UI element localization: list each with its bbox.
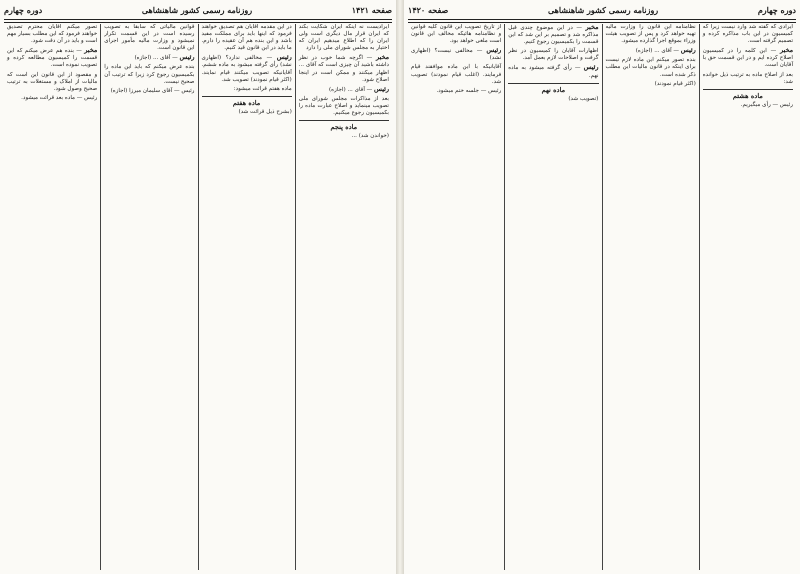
article-heading: ماده نهم: [541, 85, 566, 94]
section-divider: [202, 96, 292, 97]
paragraph: [299, 24, 389, 52]
speaker-label: رئیس: [486, 46, 502, 55]
paragraph-text: — آقای ... (اجازه): [635, 48, 680, 55]
speaker-label: رئیس: [680, 46, 696, 55]
paragraph: [202, 24, 292, 52]
paragraph-text: ماده هفتم قرائت میشود:: [233, 85, 292, 92]
paragraph: [411, 47, 501, 62]
paragraph-text: نظامنامه این قانون را وزارت مالیه تهیه خواهد کرد و پس از تصویب هیئت وزراء بموقع اجرا گذارده میشود.: [605, 24, 696, 45]
paragraph: [411, 24, 501, 45]
right-page-columns: [408, 24, 796, 570]
article-heading: ماده هفتم: [232, 98, 261, 107]
text-column: [700, 24, 796, 570]
paragraph-text: ایرادیست نه اینکه ایران شکایت بکند که ایران قرار مال دیگری است ولی ایران را که اطلاع میدهیم ایران که اختیار به مجلس شورای ملی را دارد: [298, 24, 389, 52]
newspaper-title: روزنامه رسمی کشور شاهنشاهی: [141, 5, 253, 15]
speaker-label: رئیس: [583, 63, 599, 72]
paragraph-text: بعد از اصلاح ماده به ترتیب ذیل خوانده شد:: [702, 71, 793, 85]
paragraph: [7, 47, 97, 69]
paragraph-text: رئیس — جلسه ختم میشود.: [436, 87, 502, 94]
paragraph: [411, 64, 501, 85]
paragraph-text: — بنده هم عرض میکنم که این قسمت را کمیسیون مطالعه کرده و تصویب نموده است.: [7, 48, 98, 69]
page-number: صفحه ۱۴۲۱: [351, 5, 392, 15]
paragraph-text: — آقای ... (اجازه): [328, 86, 373, 93]
paragraph-text: (اکثر قیام نمودند): [654, 80, 696, 87]
paragraph-text: رئیس — ماده بعد قرائت میشود.: [21, 94, 98, 101]
paragraph-text: (بشرح ذیل قرائت شد): [238, 108, 292, 115]
session-label: دوره چهارم: [757, 5, 796, 15]
paragraph-text: ایرادی که گفته شد وارد نیست زیرا که کمیسیون در این باب مذاکره کرده و تصمیم گرفته است.: [702, 24, 793, 45]
text-column: [505, 24, 602, 570]
paragraph-text: آقایانیکه با این ماده موافقند قیام فرمایند. (اغلب قیام نمودند) تصویب شد.: [411, 64, 502, 85]
paragraph-text: — اگرچه شما خوب در نظر داشته باشید آن چیزی است که آقای ... اظهار میکنند و ممکن است در اینجا اصلاح شود.: [298, 55, 389, 83]
right-page-header: [408, 2, 796, 18]
paragraph-text: بنده تصور میکنم این ماده لازم نیست برای اینکه در قانون مالیات این مطلب ذکر شده است.: [605, 57, 696, 78]
paragraph: [299, 86, 389, 94]
page-gutter: [396, 0, 404, 574]
paragraph-text: بنده عرض میکنم که باید این ماده را بکمیسیون رجوع کرد زیرا که ترتیب آن صحیح نیست.: [104, 64, 195, 85]
paragraph-text: از تاریخ تصویب این قانون کلیه قوانین و نظامنامه هائیکه مخالف این قانون است ملغی خواهد بود.: [411, 24, 502, 45]
paragraph-text: و مقصود از این قانون این است که مالیات از املاک و مستغلات به ترتیب صحیح وصول شود.: [7, 71, 98, 92]
header-rule: [408, 19, 796, 23]
paragraph: [104, 24, 194, 52]
left-page: [0, 0, 396, 574]
text-column: [4, 24, 101, 570]
text-column: [199, 24, 296, 570]
paragraph-text: — مخالفی ندارد؟ (اظهاری نشد) رأی گرفته میشود به ماده ششم. آقایانیکه تصویب میکنند قیام نمایند. (اکثر قیام نمودند) تصویب شد.: [201, 55, 292, 83]
paragraph: [299, 54, 389, 83]
paragraph-text: بعد از مذاکرات مجلس شورای ملی تصویب مینماید و اصلاح عبارت ماده را بکمیسیون رجوع میکنیم.: [298, 95, 389, 117]
text-column: [296, 24, 392, 570]
paragraph-text: در این مقدمه آقایان هم تصدیق خواهند فرمود که اینها باید برای مملکت مفید باشد و این بنده هم آن عقیده را دارم. ما باید در این قانون قید کنیم.: [201, 24, 292, 52]
paragraph-text: (تصویب شد): [568, 95, 599, 102]
section-divider: [703, 89, 793, 90]
speaker-label: مخبر: [84, 46, 98, 55]
text-column: [603, 24, 700, 570]
paragraph: [7, 24, 97, 45]
paragraph: [606, 57, 696, 78]
speaker-label: رئیس: [179, 53, 195, 62]
session-label: دوره چهارم: [4, 5, 43, 15]
article-heading: ماده پنجم: [330, 123, 358, 132]
paragraph: [606, 47, 696, 55]
paragraph-text: اظهارات آقایان را کمیسیون در نظر گرفت و اصلاحات لازم بعمل آمد.: [508, 48, 599, 62]
speaker-label: مخبر: [375, 53, 389, 62]
paragraph: [299, 96, 389, 117]
paragraph-text: رئیس — رأی میگیریم.: [740, 101, 793, 108]
section-divider: [299, 120, 389, 121]
paragraph-text: تصور میکنم آقایان محترم تصدیق خواهند فرمود که این مطلب بسیار مهم است و باید در آن دقت شود.: [7, 24, 98, 45]
paragraph: [202, 54, 292, 83]
speaker-label: رئیس: [276, 53, 292, 62]
paragraph: [104, 64, 194, 85]
paragraph-text: — آقای ... (اجازه): [134, 55, 178, 62]
paragraph-text: — این کلمه را در کمیسیون اصلاح کرده ایم و در این قسمت حق با آقایان است.: [702, 48, 793, 69]
paragraph: [508, 64, 598, 79]
paragraph: [703, 72, 793, 86]
paragraph: [606, 24, 696, 45]
paragraph-text: — در این موضوع چندی قبل مذاکره شد و تصمیم بر این شد که این قسمت را بکمیسیون رجوع کنیم.: [508, 25, 599, 46]
speaker-label: رئیس: [374, 84, 389, 93]
paragraph: [7, 72, 97, 93]
page-number: صفحه ۱۴۲۰: [408, 5, 449, 15]
speaker-label: مخبر: [585, 24, 599, 31]
paragraph: [104, 54, 194, 62]
paragraph-text: — مخالفی نیست؟ (اظهاری نشد): [411, 48, 502, 62]
speaker-label: مخبر: [780, 46, 794, 55]
paragraph: [703, 47, 793, 69]
left-page-columns: [4, 24, 392, 570]
paragraph: [508, 24, 598, 46]
paragraph-text: (خواندن شد) ...: [351, 133, 389, 140]
left-page-header: [4, 2, 392, 18]
paragraph-text: قوانین مالیاتی که سابقاً به تصویب رسیده است در این قسمت تکرار نمیشود و وزارت مالیه مأمور اجرای این قانون است.: [104, 24, 195, 52]
paragraph-text: — رأی گرفته میشود به ماده نهم.: [508, 65, 599, 79]
article-heading: ماده هشتم: [732, 91, 763, 100]
paragraph: [703, 24, 793, 45]
newspaper-title: روزنامه رسمی کشور شاهنشاهی: [547, 5, 659, 15]
header-rule: [4, 19, 392, 23]
paragraph: [508, 48, 598, 62]
paragraph: [202, 86, 292, 93]
text-column: [408, 24, 505, 570]
text-column: [101, 24, 198, 570]
section-divider: [508, 83, 598, 84]
paragraph-text: رئیس — آقای سلیمان میرزا (اجازه): [110, 87, 195, 94]
right-page: [404, 0, 800, 574]
